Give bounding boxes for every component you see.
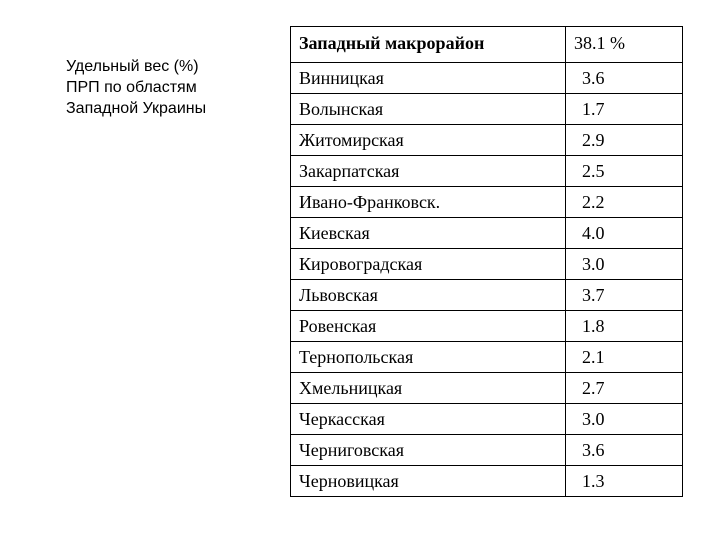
- region-value-cell: 1.7: [566, 94, 683, 125]
- region-name-cell: Закарпатская: [291, 156, 566, 187]
- table-row: [291, 435, 683, 466]
- region-value-cell: 2.9: [566, 125, 683, 156]
- region-name-cell: Кировоградская: [291, 249, 566, 280]
- regions-table: [290, 26, 683, 497]
- table-caption: [66, 56, 276, 119]
- region-value-cell: 3.6: [566, 435, 683, 466]
- region-name-cell: Хмельницкая: [291, 373, 566, 404]
- header-region-cell: Западный макрорайон: [291, 27, 566, 63]
- region-value-cell: 2.7: [566, 373, 683, 404]
- region-value-cell: 2.1: [566, 342, 683, 373]
- region-value-cell: 3.6: [566, 63, 683, 94]
- region-value-cell: 3.0: [566, 404, 683, 435]
- region-name-cell: Ивано-Франковск.: [291, 187, 566, 218]
- region-value-cell: 3.7: [566, 280, 683, 311]
- table-row: [291, 63, 683, 94]
- region-name-cell: Киевская: [291, 218, 566, 249]
- region-name-cell: Житомирская: [291, 125, 566, 156]
- table-row: [291, 218, 683, 249]
- caption-line-1: Удельный вес (%): [66, 58, 199, 75]
- region-name-cell: Черкасская: [291, 404, 566, 435]
- region-name-cell: Ровенская: [291, 311, 566, 342]
- region-name-cell: Львовская: [291, 280, 566, 311]
- region-name-cell: Винницкая: [291, 63, 566, 94]
- header-value-cell: 38.1 %: [566, 27, 683, 63]
- table-row: [291, 249, 683, 280]
- region-value-cell: 1.3: [566, 466, 683, 497]
- region-name-cell: Черновицкая: [291, 466, 566, 497]
- region-value-cell: 4.0: [566, 218, 683, 249]
- table-row: [291, 187, 683, 218]
- region-name-cell: Черниговская: [291, 435, 566, 466]
- table-row: [291, 156, 683, 187]
- table-row: [291, 404, 683, 435]
- table-row: [291, 342, 683, 373]
- region-name-cell: Тернопольская: [291, 342, 566, 373]
- table-header-row: [291, 27, 683, 63]
- table-row: [291, 280, 683, 311]
- caption-line-3: Западной Украины: [66, 100, 207, 117]
- region-value-cell: 3.0: [566, 249, 683, 280]
- region-value-cell: 2.2: [566, 187, 683, 218]
- region-name-cell: Волынская: [291, 94, 566, 125]
- table-row: [291, 94, 683, 125]
- region-value-cell: 2.5: [566, 156, 683, 187]
- table-row: [291, 125, 683, 156]
- region-value-cell: 1.8: [566, 311, 683, 342]
- table-row: [291, 311, 683, 342]
- table-row: [291, 373, 683, 404]
- caption-line-2: ПРП по областям: [66, 79, 197, 96]
- table-row: [291, 466, 683, 497]
